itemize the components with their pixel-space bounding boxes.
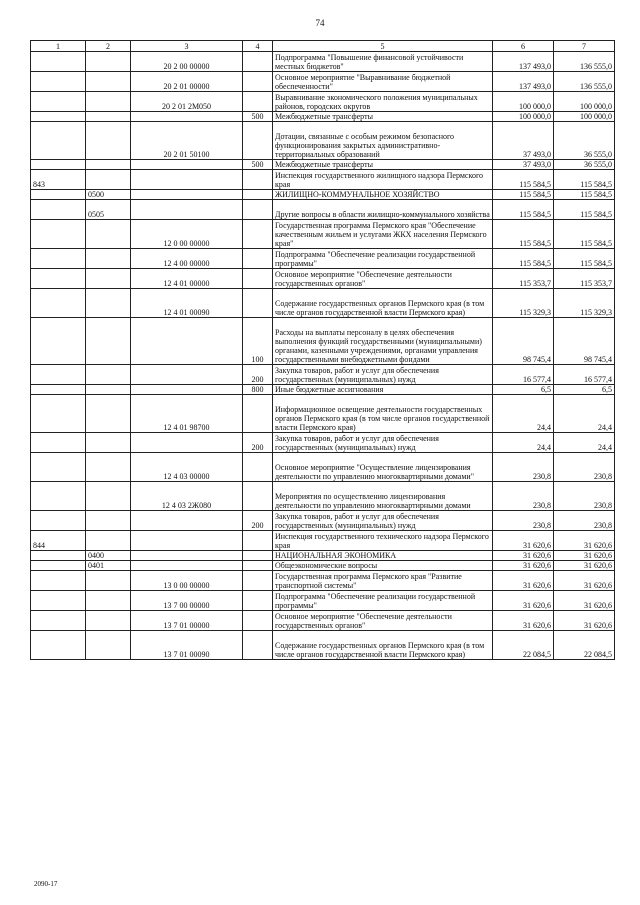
amount-col6-cell: 24,4 [493, 433, 554, 453]
admin-code-cell [31, 112, 86, 122]
item-name-cell: Информационное освещение деятельности государственных органов Пермского края (в том числе органов государственной власти Пермского края) [273, 395, 493, 433]
item-name-cell: ЖИЛИЩНО-КОММУНАЛЬНОЕ ХОЗЯЙСТВО [273, 190, 493, 200]
budget-table [30, 40, 615, 660]
amount-col6-cell: 137 493,0 [493, 72, 554, 92]
section-code-cell [86, 249, 131, 269]
admin-code-cell [31, 561, 86, 571]
amount-col6-cell: 230,8 [493, 482, 554, 511]
amount-col6-cell: 115 584,5 [493, 220, 554, 249]
table-row [31, 122, 615, 160]
amount-col7-cell: 136 555,0 [554, 72, 615, 92]
admin-code-cell [31, 385, 86, 395]
amount-col7-cell: 136 555,0 [554, 52, 615, 72]
admin-code-cell [31, 249, 86, 269]
section-code-cell [86, 289, 131, 318]
item-name-cell: Основное мероприятие "Осуществление лицензирования деятельности по управлению многоквартирными домами" [273, 453, 493, 482]
target-article-cell: 12 0 00 00000 [131, 220, 243, 249]
section-code-cell [86, 571, 131, 591]
table-row [31, 365, 615, 385]
target-article-cell [131, 531, 243, 551]
table-row [31, 72, 615, 92]
section-code-cell [86, 385, 131, 395]
expense-type-cell: 500 [243, 160, 273, 170]
table-row [31, 220, 615, 249]
expense-type-cell [243, 249, 273, 269]
admin-code-cell [31, 52, 86, 72]
table-row [31, 631, 615, 660]
section-code-cell [86, 631, 131, 660]
admin-code-cell [31, 160, 86, 170]
expense-type-cell [243, 72, 273, 92]
amount-col7-cell: 100 000,0 [554, 92, 615, 112]
amount-col7-cell: 98 745,4 [554, 318, 615, 365]
amount-col6-cell: 100 000,0 [493, 112, 554, 122]
section-code-cell [86, 112, 131, 122]
target-article-cell: 12 4 03 00000 [131, 453, 243, 482]
item-name-cell: Государственная программа Пермского края "Обеспечение качественным жильем и услугами ЖКХ населения Пермского края" [273, 220, 493, 249]
amount-col7-cell: 22 084,5 [554, 631, 615, 660]
amount-col7-cell: 31 620,6 [554, 611, 615, 631]
amount-col7-cell: 36 555,0 [554, 122, 615, 160]
table-row [31, 453, 615, 482]
expense-type-cell [243, 453, 273, 482]
section-code-cell [86, 269, 131, 289]
admin-code-cell [31, 365, 86, 385]
item-name-cell: Дотации, связанные с особым режимом безопасного функционирования закрытых административно-территориальных образований [273, 122, 493, 160]
table-row [31, 531, 615, 551]
admin-code-cell [31, 395, 86, 433]
amount-col7-cell: 115 584,5 [554, 220, 615, 249]
column-number: 4 [243, 41, 273, 52]
table-row [31, 92, 615, 112]
amount-col6-cell: 22 084,5 [493, 631, 554, 660]
amount-col6-cell: 115 329,3 [493, 289, 554, 318]
amount-col7-cell: 115 584,5 [554, 249, 615, 269]
target-article-cell [131, 160, 243, 170]
target-article-cell: 20 2 00 00000 [131, 52, 243, 72]
expense-type-cell: 800 [243, 385, 273, 395]
amount-col7-cell: 6,5 [554, 385, 615, 395]
amount-col6-cell: 37 493,0 [493, 160, 554, 170]
section-code-cell [86, 318, 131, 365]
amount-col6-cell: 100 000,0 [493, 92, 554, 112]
table-row [31, 611, 615, 631]
admin-code-cell [31, 289, 86, 318]
item-name-cell: Основное мероприятие "Обеспечение деятельности государственных органов" [273, 269, 493, 289]
amount-col7-cell: 115 353,7 [554, 269, 615, 289]
amount-col7-cell: 31 620,6 [554, 531, 615, 551]
item-name-cell: Подпрограмма "Повышение финансовой устойчивости местных бюджетов" [273, 52, 493, 72]
expense-type-cell [243, 269, 273, 289]
amount-col7-cell: 100 000,0 [554, 112, 615, 122]
column-number: 7 [554, 41, 615, 52]
table-body [31, 52, 615, 660]
table-row [31, 289, 615, 318]
section-code-cell [86, 170, 131, 190]
section-code-cell: 0400 [86, 551, 131, 561]
amount-col7-cell: 24,4 [554, 395, 615, 433]
item-name-cell: Другие вопросы в области жилищно-коммунального хозяйства [273, 200, 493, 220]
amount-col6-cell: 137 493,0 [493, 52, 554, 72]
amount-col7-cell: 31 620,6 [554, 571, 615, 591]
amount-col6-cell: 24,4 [493, 395, 554, 433]
admin-code-cell [31, 190, 86, 200]
expense-type-cell [243, 190, 273, 200]
admin-code-cell [31, 433, 86, 453]
amount-col6-cell: 31 620,6 [493, 591, 554, 611]
amount-col7-cell: 16 577,4 [554, 365, 615, 385]
amount-col6-cell: 37 493,0 [493, 122, 554, 160]
target-article-cell: 13 7 01 00090 [131, 631, 243, 660]
admin-code-cell [31, 318, 86, 365]
amount-col6-cell: 230,8 [493, 453, 554, 482]
expense-type-cell: 200 [243, 433, 273, 453]
amount-col7-cell: 115 584,5 [554, 170, 615, 190]
table-row [31, 190, 615, 200]
expense-type-cell [243, 200, 273, 220]
section-code-cell: 0500 [86, 190, 131, 200]
expense-type-cell [243, 52, 273, 72]
admin-code-cell [31, 453, 86, 482]
admin-code-cell [31, 611, 86, 631]
target-article-cell [131, 385, 243, 395]
target-article-cell: 12 4 01 00000 [131, 269, 243, 289]
admin-code-cell [31, 269, 86, 289]
table-row [31, 52, 615, 72]
admin-code-cell [31, 591, 86, 611]
expense-type-cell [243, 561, 273, 571]
target-article-cell: 12 4 00 00000 [131, 249, 243, 269]
amount-col7-cell: 230,8 [554, 453, 615, 482]
amount-col7-cell: 31 620,6 [554, 561, 615, 571]
amount-col6-cell: 115 584,5 [493, 249, 554, 269]
column-numbers-row [31, 41, 615, 52]
item-name-cell: Закупка товаров, работ и услуг для обеспечения государственных (муниципальных) нужд [273, 511, 493, 531]
table-row [31, 249, 615, 269]
amount-col7-cell: 230,8 [554, 511, 615, 531]
item-name-cell: Расходы на выплаты персоналу в целях обеспечения выполнения функций государственными (муниципальными) органами, казенными учреждениями, органами управления государственными внебюджетными фондами [273, 318, 493, 365]
target-article-cell: 13 7 01 00000 [131, 611, 243, 631]
amount-col6-cell: 31 620,6 [493, 551, 554, 561]
expense-type-cell [243, 571, 273, 591]
amount-col6-cell: 230,8 [493, 511, 554, 531]
amount-col6-cell: 115 584,5 [493, 170, 554, 190]
footer-code: 2090-17 [34, 880, 58, 888]
admin-code-cell [31, 72, 86, 92]
expense-type-cell [243, 482, 273, 511]
admin-code-cell: 844 [31, 531, 86, 551]
expense-type-cell [243, 92, 273, 112]
target-article-cell [131, 318, 243, 365]
item-name-cell: Общеэкономические вопросы [273, 561, 493, 571]
target-article-cell: 12 4 03 2Ж080 [131, 482, 243, 511]
admin-code-cell [31, 482, 86, 511]
amount-col6-cell: 31 620,6 [493, 531, 554, 551]
amount-col6-cell: 31 620,6 [493, 561, 554, 571]
admin-code-cell [31, 631, 86, 660]
item-name-cell: Инспекция государственного технического надзора Пермского края [273, 531, 493, 551]
column-number: 1 [31, 41, 86, 52]
item-name-cell: Основное мероприятие "Обеспечение деятельности государственных органов" [273, 611, 493, 631]
admin-code-cell [31, 200, 86, 220]
section-code-cell: 0401 [86, 561, 131, 571]
section-code-cell [86, 511, 131, 531]
target-article-cell [131, 200, 243, 220]
column-number: 5 [273, 41, 493, 52]
expense-type-cell [243, 170, 273, 190]
column-number: 6 [493, 41, 554, 52]
amount-col7-cell: 115 584,5 [554, 200, 615, 220]
item-name-cell: Содержание государственных органов Пермского края (в том числе органов государственной власти Пермского края) [273, 289, 493, 318]
admin-code-cell [31, 220, 86, 249]
expense-type-cell [243, 531, 273, 551]
amount-col6-cell: 115 353,7 [493, 269, 554, 289]
table-row [31, 385, 615, 395]
admin-code-cell [31, 571, 86, 591]
column-number: 2 [86, 41, 131, 52]
table-row [31, 433, 615, 453]
table-row [31, 170, 615, 190]
section-code-cell [86, 591, 131, 611]
expense-type-cell [243, 220, 273, 249]
amount-col7-cell: 36 555,0 [554, 160, 615, 170]
amount-col7-cell: 24,4 [554, 433, 615, 453]
item-name-cell: Подпрограмма "Обеспечение реализации государственной программы" [273, 591, 493, 611]
admin-code-cell [31, 122, 86, 160]
section-code-cell [86, 92, 131, 112]
target-article-cell [131, 190, 243, 200]
column-number: 3 [131, 41, 243, 52]
item-name-cell: Закупка товаров, работ и услуг для обеспечения государственных (муниципальных) нужд [273, 433, 493, 453]
amount-col6-cell: 31 620,6 [493, 571, 554, 591]
amount-col6-cell: 16 577,4 [493, 365, 554, 385]
table-row [31, 160, 615, 170]
expense-type-cell: 200 [243, 365, 273, 385]
target-article-cell [131, 511, 243, 531]
expense-type-cell: 100 [243, 318, 273, 365]
admin-code-cell [31, 511, 86, 531]
item-name-cell: Основное мероприятие "Выравнивание бюджетной обеспеченности" [273, 72, 493, 92]
section-code-cell [86, 220, 131, 249]
page-number: 74 [315, 18, 325, 28]
table-header [31, 41, 615, 52]
table-row [31, 482, 615, 511]
target-article-cell [131, 365, 243, 385]
item-name-cell: Иные бюджетные ассигнования [273, 385, 493, 395]
admin-code-cell [31, 92, 86, 112]
table-row [31, 561, 615, 571]
section-code-cell [86, 453, 131, 482]
amount-col6-cell: 6,5 [493, 385, 554, 395]
section-code-cell [86, 122, 131, 160]
item-name-cell: Инспекция государственного жилищного надзора Пермского края [273, 170, 493, 190]
target-article-cell: 20 2 01 00000 [131, 72, 243, 92]
amount-col7-cell: 115 329,3 [554, 289, 615, 318]
table-row [31, 591, 615, 611]
table-row [31, 318, 615, 365]
item-name-cell: Мероприятия по осуществлению лицензирования деятельности по управлению многоквартирными домами [273, 482, 493, 511]
item-name-cell: Выравнивание экономического положения муниципальных районов, городских округов [273, 92, 493, 112]
table-row [31, 112, 615, 122]
section-code-cell [86, 395, 131, 433]
expense-type-cell [243, 631, 273, 660]
target-article-cell [131, 561, 243, 571]
table-row [31, 200, 615, 220]
amount-col7-cell: 230,8 [554, 482, 615, 511]
section-code-cell [86, 160, 131, 170]
target-article-cell: 13 0 00 00000 [131, 571, 243, 591]
item-name-cell: Государственная программа Пермского края "Развитие транспортной системы" [273, 571, 493, 591]
amount-col6-cell: 98 745,4 [493, 318, 554, 365]
target-article-cell: 20 2 01 50100 [131, 122, 243, 160]
target-article-cell [131, 551, 243, 561]
item-name-cell: Межбюджетные трансферты [273, 112, 493, 122]
target-article-cell: 12 4 01 00090 [131, 289, 243, 318]
section-code-cell [86, 531, 131, 551]
expense-type-cell [243, 611, 273, 631]
target-article-cell: 20 2 01 2М050 [131, 92, 243, 112]
target-article-cell [131, 433, 243, 453]
table-row [31, 269, 615, 289]
section-code-cell [86, 52, 131, 72]
section-code-cell [86, 482, 131, 511]
item-name-cell: НАЦИОНАЛЬНАЯ ЭКОНОМИКА [273, 551, 493, 561]
item-name-cell: Межбюджетные трансферты [273, 160, 493, 170]
expense-type-cell [243, 122, 273, 160]
amount-col6-cell: 115 584,5 [493, 190, 554, 200]
target-article-cell [131, 112, 243, 122]
item-name-cell: Закупка товаров, работ и услуг для обеспечения государственных (муниципальных) нужд [273, 365, 493, 385]
table-row [31, 395, 615, 433]
section-code-cell [86, 433, 131, 453]
section-code-cell: 0505 [86, 200, 131, 220]
target-article-cell: 13 7 00 00000 [131, 591, 243, 611]
target-article-cell [131, 170, 243, 190]
expense-type-cell [243, 551, 273, 561]
expense-type-cell: 200 [243, 511, 273, 531]
target-article-cell: 12 4 01 98700 [131, 395, 243, 433]
amount-col7-cell: 115 584,5 [554, 190, 615, 200]
expense-type-cell [243, 591, 273, 611]
amount-col7-cell: 31 620,6 [554, 551, 615, 561]
section-code-cell [86, 365, 131, 385]
admin-code-cell [31, 551, 86, 561]
item-name-cell: Содержание государственных органов Пермского края (в том числе органов государственной власти Пермского края) [273, 631, 493, 660]
item-name-cell: Подпрограмма "Обеспечение реализации государственной программы" [273, 249, 493, 269]
expense-type-cell [243, 395, 273, 433]
amount-col6-cell: 31 620,6 [493, 611, 554, 631]
expense-type-cell: 500 [243, 112, 273, 122]
amount-col7-cell: 31 620,6 [554, 591, 615, 611]
amount-col6-cell: 115 584,5 [493, 200, 554, 220]
table-row [31, 571, 615, 591]
section-code-cell [86, 72, 131, 92]
table-row [31, 511, 615, 531]
expense-type-cell [243, 289, 273, 318]
admin-code-cell: 843 [31, 170, 86, 190]
table-row [31, 551, 615, 561]
section-code-cell [86, 611, 131, 631]
